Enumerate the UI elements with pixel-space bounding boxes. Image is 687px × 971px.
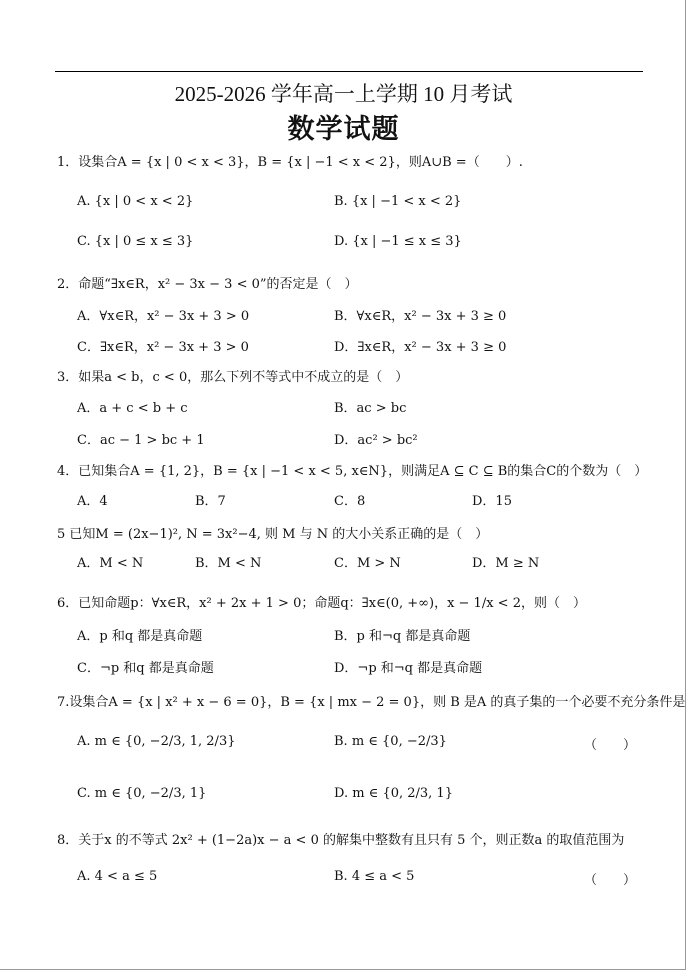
question-6-option-b: B．p 和¬q 都是真命题 xyxy=(334,629,471,644)
question-7-option-a: A. m ∈ {0, −2/3, 1, 2/3} xyxy=(77,734,236,749)
question-8-stem: 8．关于x 的不等式 2x² + (1−2a)x − a < 0 的解集中整数有且只有 5 个，则正数a 的取值范围为 xyxy=(57,833,625,848)
exam-title: 2025-2026 学年高一上学期 10 月考试 xyxy=(174,82,513,106)
question-4-option-a: A．4 xyxy=(77,494,108,509)
question-4-option-b: B．7 xyxy=(195,494,226,509)
question-7-stem: 7.设集合A = {x | x² + x − 6 = 0}，B = {x | mx − 2 = 0}，则 B 是A 的真子集的一个必要不充分条件是 xyxy=(57,695,686,710)
question-2-stem: 2．命题“∃x∈R，x² − 3x − 3 < 0”的否定是（ ） xyxy=(57,277,358,292)
question-2-option-d: D．∃x∈R，x² − 3x + 3 ≥ 0 xyxy=(334,340,507,355)
question-7-option-b: B. m ∈ {0, −2/3} xyxy=(334,734,447,749)
question-1-option-c: C. {x | 0 ≤ x ≤ 3} xyxy=(77,234,194,249)
question-1-option-d: D. {x | −1 ≤ x ≤ 3} xyxy=(334,234,462,249)
question-3-option-b: B．ac > bc xyxy=(334,401,407,416)
question-7-option-c: C. m ∈ {0, −2/3, 1} xyxy=(77,786,207,801)
question-7-answer-paren: （ ） xyxy=(584,738,637,753)
question-6-option-d: D．¬p 和¬q 都是真命题 xyxy=(334,661,483,676)
question-5-stem: 5 已知M = (2x−1)², N = 3x²−4, 则 M 与 N 的大小关系正确的是（ ） xyxy=(57,527,489,542)
question-3-stem: 3．如果a < b，c < 0，那么下列不等式中不成立的是（ ） xyxy=(57,370,409,385)
question-1-option-b: B. {x | −1 < x < 2} xyxy=(334,194,462,209)
question-5-option-c: C．M > N xyxy=(334,556,401,571)
question-3-option-d: D．ac² > bc² xyxy=(334,433,418,448)
subject-title: 数学试题 xyxy=(287,114,400,145)
question-5-option-d: D．M ≥ N xyxy=(472,556,540,571)
question-7-option-d: D. m ∈ {0, 2/3, 1} xyxy=(334,786,453,801)
question-6-option-a: A．p 和q 都是真命题 xyxy=(77,629,203,644)
question-6-option-c: C．¬p 和q 都是真命题 xyxy=(77,661,214,676)
question-4-option-c: C．8 xyxy=(334,494,366,509)
question-2-option-c: C．∃x∈R，x² − 3x + 3 > 0 xyxy=(77,340,249,355)
question-6-stem: 6．已知命题p：∀x∈R，x² + 2x + 1 > 0；命题q：∃x∈(0, +∞)，x − 1/x < 2，则（ ） xyxy=(57,596,586,611)
question-3-option-a: A．a + c < b + c xyxy=(77,401,188,416)
question-5-option-a: A．M < N xyxy=(77,556,144,571)
question-1-stem: 1．设集合A = {x | 0 < x < 3}，B = {x | −1 < x < 2}，则A∪B =（ ）. xyxy=(57,155,523,170)
question-5-option-b: B．M < N xyxy=(195,556,262,571)
question-4-option-d: D．15 xyxy=(472,494,512,509)
question-2-option-a: A．∀x∈R，x² − 3x + 3 > 0 xyxy=(77,309,250,324)
question-1-option-a: A. {x | 0 < x < 2} xyxy=(77,194,194,209)
question-8-option-b: B. 4 ≤ a < 5 xyxy=(334,869,415,884)
header-rule xyxy=(55,71,643,72)
question-2-option-b: B．∀x∈R，x² − 3x + 3 ≥ 0 xyxy=(334,309,507,324)
question-3-option-c: C．ac − 1 > bc + 1 xyxy=(77,433,205,448)
question-8-option-a: A. 4 < a ≤ 5 xyxy=(77,869,158,884)
question-4-stem: 4．已知集合A = {1, 2}，B = {x | −1 < x < 5, x∈N}，则满足A ⊆ C ⊆ B的集合C的个数为（ ） xyxy=(57,464,648,479)
question-8-answer-paren: （ ） xyxy=(584,873,637,888)
